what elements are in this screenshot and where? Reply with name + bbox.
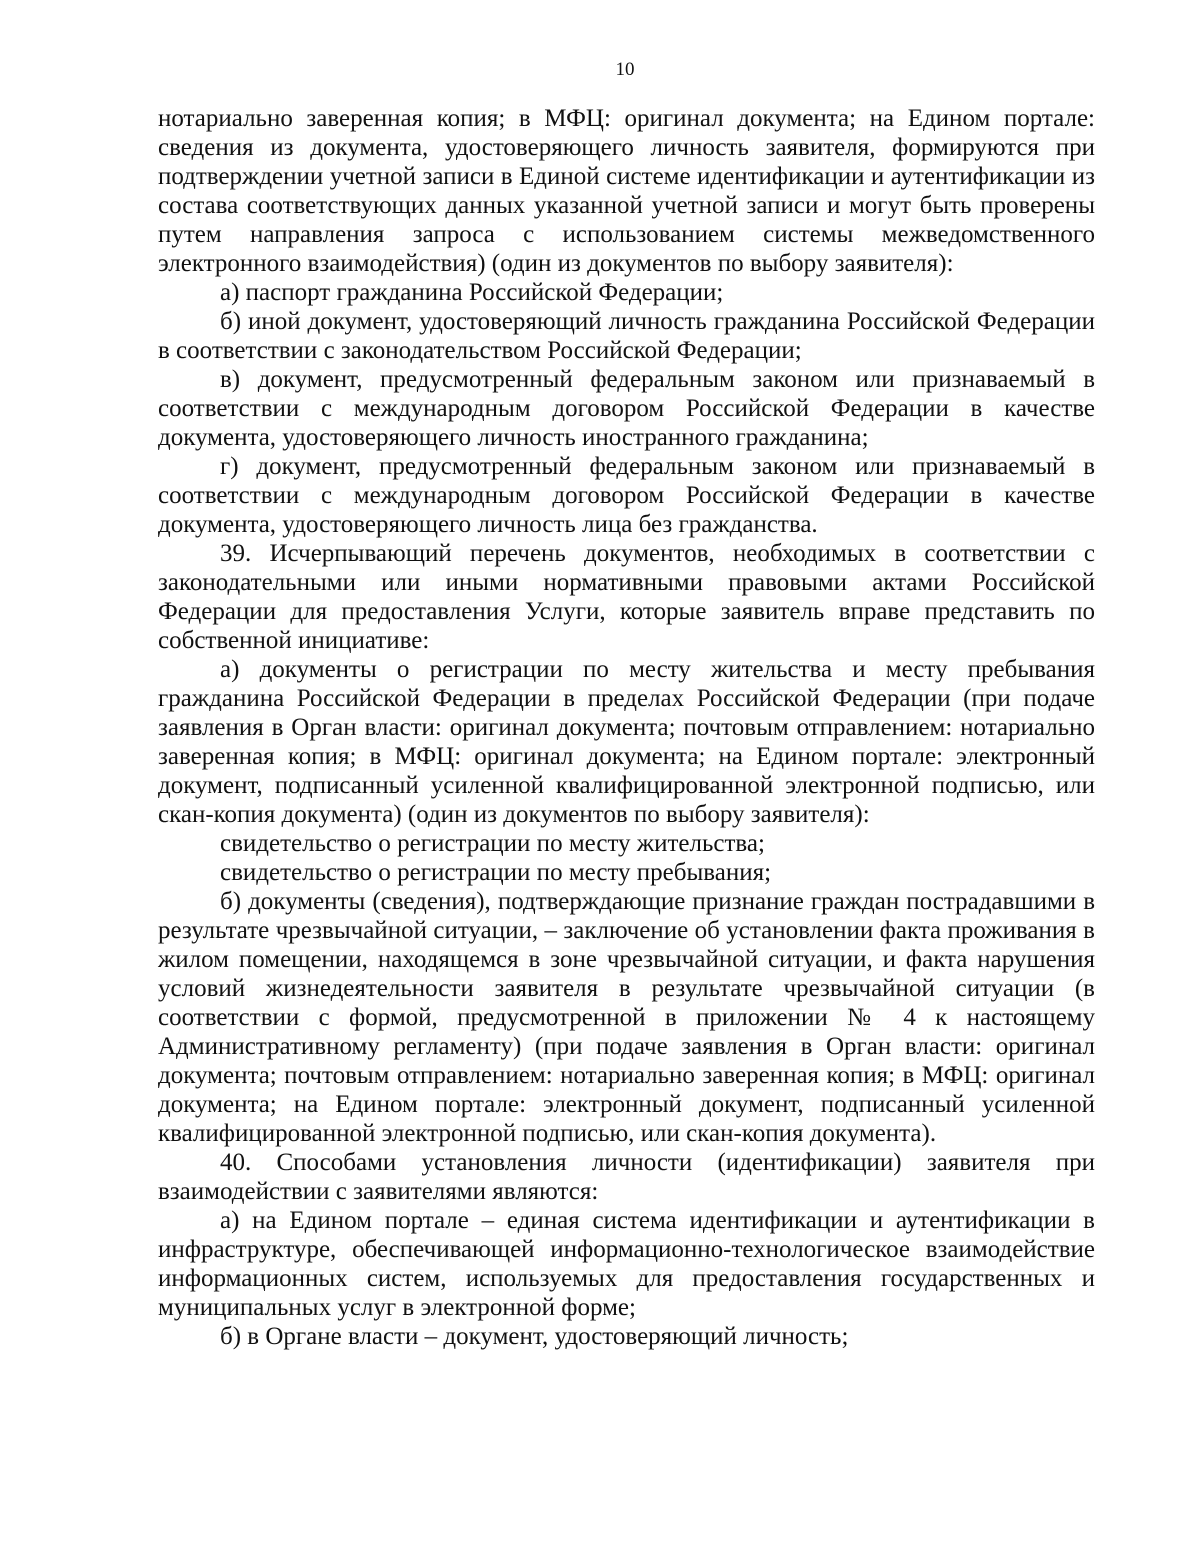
list-item-a-passport: а) паспорт гражданина Российской Федерации; <box>220 279 724 306</box>
list-item-a-registration: а) документы о регистрации по месту жительства и месту пребывания гражданина Российской Федерации в пределах Российской Федерации (при подаче заявления в Орган власти: оригинал документа; почтовым отправлением: нотариально заверенная копия; в МФЦ: оригинал документа; на Едином портале: электронный документ, подписанный усиленной квалифицированной электронной подписью, или скан-копия документа) (один из документов по выбору заявителя): <box>158 656 1095 828</box>
list-item-b-authority: б) в Органе власти – документ, удостоверяющий личность; <box>220 1323 849 1350</box>
paragraph-40: 40. Способами установления личности (идентификации) заявителя при взаимодействии с заявителями являются: <box>158 1149 1095 1205</box>
list-item-g-stateless-id: г) документ, предусмотренный федеральным законом или признаваемый в соответствии с международным договором Российской Федерации в качестве документа, удостоверяющего личность лица без гражданства. <box>158 453 1095 538</box>
list-item-stay-certificate: свидетельство о регистрации по месту пребывания; <box>220 859 772 886</box>
list-item-residence-certificate: свидетельство о регистрации по месту жительства; <box>220 830 765 857</box>
page-number: 10 <box>615 59 635 80</box>
document-body <box>158 104 1095 1351</box>
paragraph-39: 39. Исчерпывающий перечень документов, необходимых в соответствии с законодательными или иными нормативными правовыми актами Российской Федерации для предоставления Услуги, которые заявитель вправе представить по собственной инициативе: <box>158 540 1095 654</box>
list-item-b-emergency-documents: б) документы (сведения), подтверждающие признание граждан пострадавшими в результате чрезвычайной ситуации, – заключение об установлении факта проживания в жилом помещении, находящемся в зоне чрезвычайной ситуации, и факта нарушения условий жизнедеятельности заявителя в результате чрезвычайной ситуации (в соответствии с формой, предусмотренной в приложении № 4 к настоящему Административному регламенту) (при подаче заявления в Орган власти: оригинал документа; почтовым отправлением: нотариально заверенная копия; в МФЦ: оригинал документа; на Едином портале: электронный документ, подписанный усиленной квалифицированной электронной подписью, или скан-копия документа). <box>158 888 1095 1147</box>
list-item-b-other-id: б) иной документ, удостоверяющий личность гражданина Российской Федерации в соответствии с законодательством Российской Федерации; <box>158 308 1095 364</box>
paragraph-continuation: нотариально заверенная копия; в МФЦ: оригинал документа; на Едином портале: сведения из документа, удостоверяющего личность заявителя, формируются при подтверждении учетной записи в Единой системе идентификации и аутентификации из состава соответствующих данных указанной учетной записи и могут быть проверены путем направления запроса с использованием системы межведомственного электронного взаимодействия) (один из документов по выбору заявителя): <box>158 105 1095 277</box>
list-item-v-foreign-id: в) документ, предусмотренный федеральным законом или признаваемый в соответствии с международным договором Российской Федерации в качестве документа, удостоверяющего личность иностранного гражданина; <box>158 366 1095 451</box>
list-item-a-unified-portal: а) на Едином портале – единая система идентификации и аутентификации в инфраструктуре, обеспечивающей информационно-технологическое взаимодействие информационных систем, используемых для предоставления государственных и муниципальных услуг в электронной форме; <box>158 1207 1095 1321</box>
